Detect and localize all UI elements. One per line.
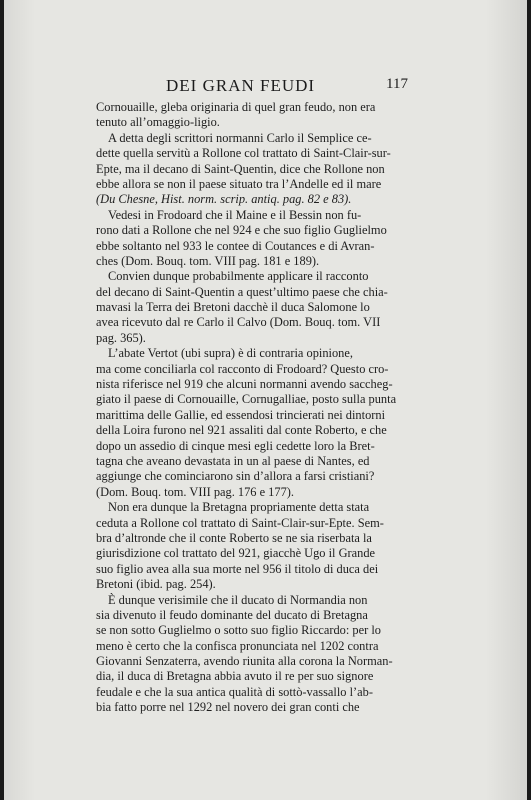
page-header	[96, 76, 408, 96]
text-line: bia fatto porre nel 1292 nel novero dei gran conti che	[96, 700, 360, 715]
page-number: 117	[386, 76, 408, 92]
text-line: ma come conciliarla col racconto di Frodoard? Questo cro-	[96, 361, 389, 376]
text-line: tenuto all’omaggio-ligio.	[96, 115, 220, 130]
text-line: avea ricevuto dal re Carlo il Calvo (Dom. Bouq. tom. VII	[96, 315, 381, 330]
text-line: suo figlio avea alla sua morte nel 956 il titolo di duca dei	[96, 561, 379, 576]
text-line: ceduta a Rollone col trattato di Saint-Clair-sur-Epte. Sem-	[96, 515, 384, 530]
text-line: Bretoni (ibid. pag. 254).	[96, 577, 216, 592]
text-line: ches (Dom. Bouq. tom. VIII pag. 181 e 189).	[96, 253, 320, 268]
text-line: bra d’altronde che il conte Roberto se ne sia riserbata la	[96, 530, 372, 545]
text-line: giato il paese di Cornouaille, Cornugalliae, posto sulla punta	[96, 392, 397, 407]
text-line: dette quella servitù a Rollone col trattato di Saint-Clair-sur-	[96, 146, 391, 161]
text-line: dopo un assedio di cinque mesi egli cedette loro la Bret-	[96, 438, 375, 453]
text-line: aggiunge che cominciarono sin d’allora a farsi cristiani?	[96, 469, 375, 484]
text-line: della Loira furono nel 921 assaliti dal conte Roberto, e che	[96, 423, 387, 438]
body-text	[96, 100, 408, 716]
text-line: mavasi la Terra dei Bretoni dacchè il duca Salomone lo	[96, 300, 370, 315]
text-line: feudale e che la sua antica qualità di sottò-vassallo l’ab-	[96, 684, 373, 699]
text-line: Vedesi in Frodoard che il Maine e il Bessin non fu-	[108, 207, 362, 222]
text-line: Cornouaille, gleba originaria di quel gran feudo, non era	[96, 100, 376, 114]
running-title: DEI GRAN FEUDI	[166, 76, 316, 95]
text-line: ebbe soltanto nel 933 le contee di Coutances e di Avran-	[96, 238, 375, 253]
text-line: giurisdizione col trattato del 921, giacchè Ugo il Grande	[96, 546, 376, 561]
text-line: del decano di Saint-Quentin a quest’ultimo paese che chia-	[96, 284, 388, 299]
text-line: rono dati a Rollone che nel 924 e che suo figlio Guglielmo	[96, 223, 387, 238]
text-line: se non sotto Guglielmo o sotto suo figlio Riccardo: per lo	[96, 623, 381, 638]
text-line: (Du Chesne, Hist. norm. scrip. antiq. pag. 82 e 83).	[96, 192, 352, 207]
text-line: L’abate Vertot (ubi supra) è di contraria opinione,	[108, 346, 353, 361]
text-line: Giovanni Senzaterra, avendo riunita alla corona la Norman-	[96, 654, 393, 669]
text-line: marittima delle Gallie, ed essendosi trincierati nei dintorni	[96, 407, 386, 422]
text-line: È dunque verisimile che il ducato di Normandia non	[108, 592, 368, 607]
text-line: tagna che aveano devastata in un al paese di Nantes, ed	[96, 453, 370, 468]
text-line: meno è certo che la confisca pronunciata nel 1202 contra	[96, 638, 379, 653]
text-line: pag. 365).	[96, 330, 146, 345]
book-page	[4, 0, 527, 800]
text-line: Epte, ma il decano di Saint-Quentin, dice che Rollone non	[96, 161, 385, 176]
text-line: dia, il duca di Bretagna abbia avuto il re per suo signore	[96, 669, 374, 684]
text-line: Non era dunque la Bretagna propriamente detta stata	[108, 500, 370, 515]
text-line: A detta degli scrittori normanni Carlo il Semplice ce-	[108, 130, 372, 145]
text-line: ebbe allora se non il paese situato tra l’Andelle ed il mare	[96, 176, 382, 191]
text-line: (Dom. Bouq. tom. VIII pag. 176 e 177).	[96, 484, 294, 499]
text-line: sia divenuto il feudo dominante del ducato di Bretagna	[96, 607, 368, 622]
text-line: Convien dunque probabilmente applicare il racconto	[108, 269, 369, 284]
text-line: nista riferisce nel 919 che alcuni normanni avendo saccheg-	[96, 377, 393, 392]
